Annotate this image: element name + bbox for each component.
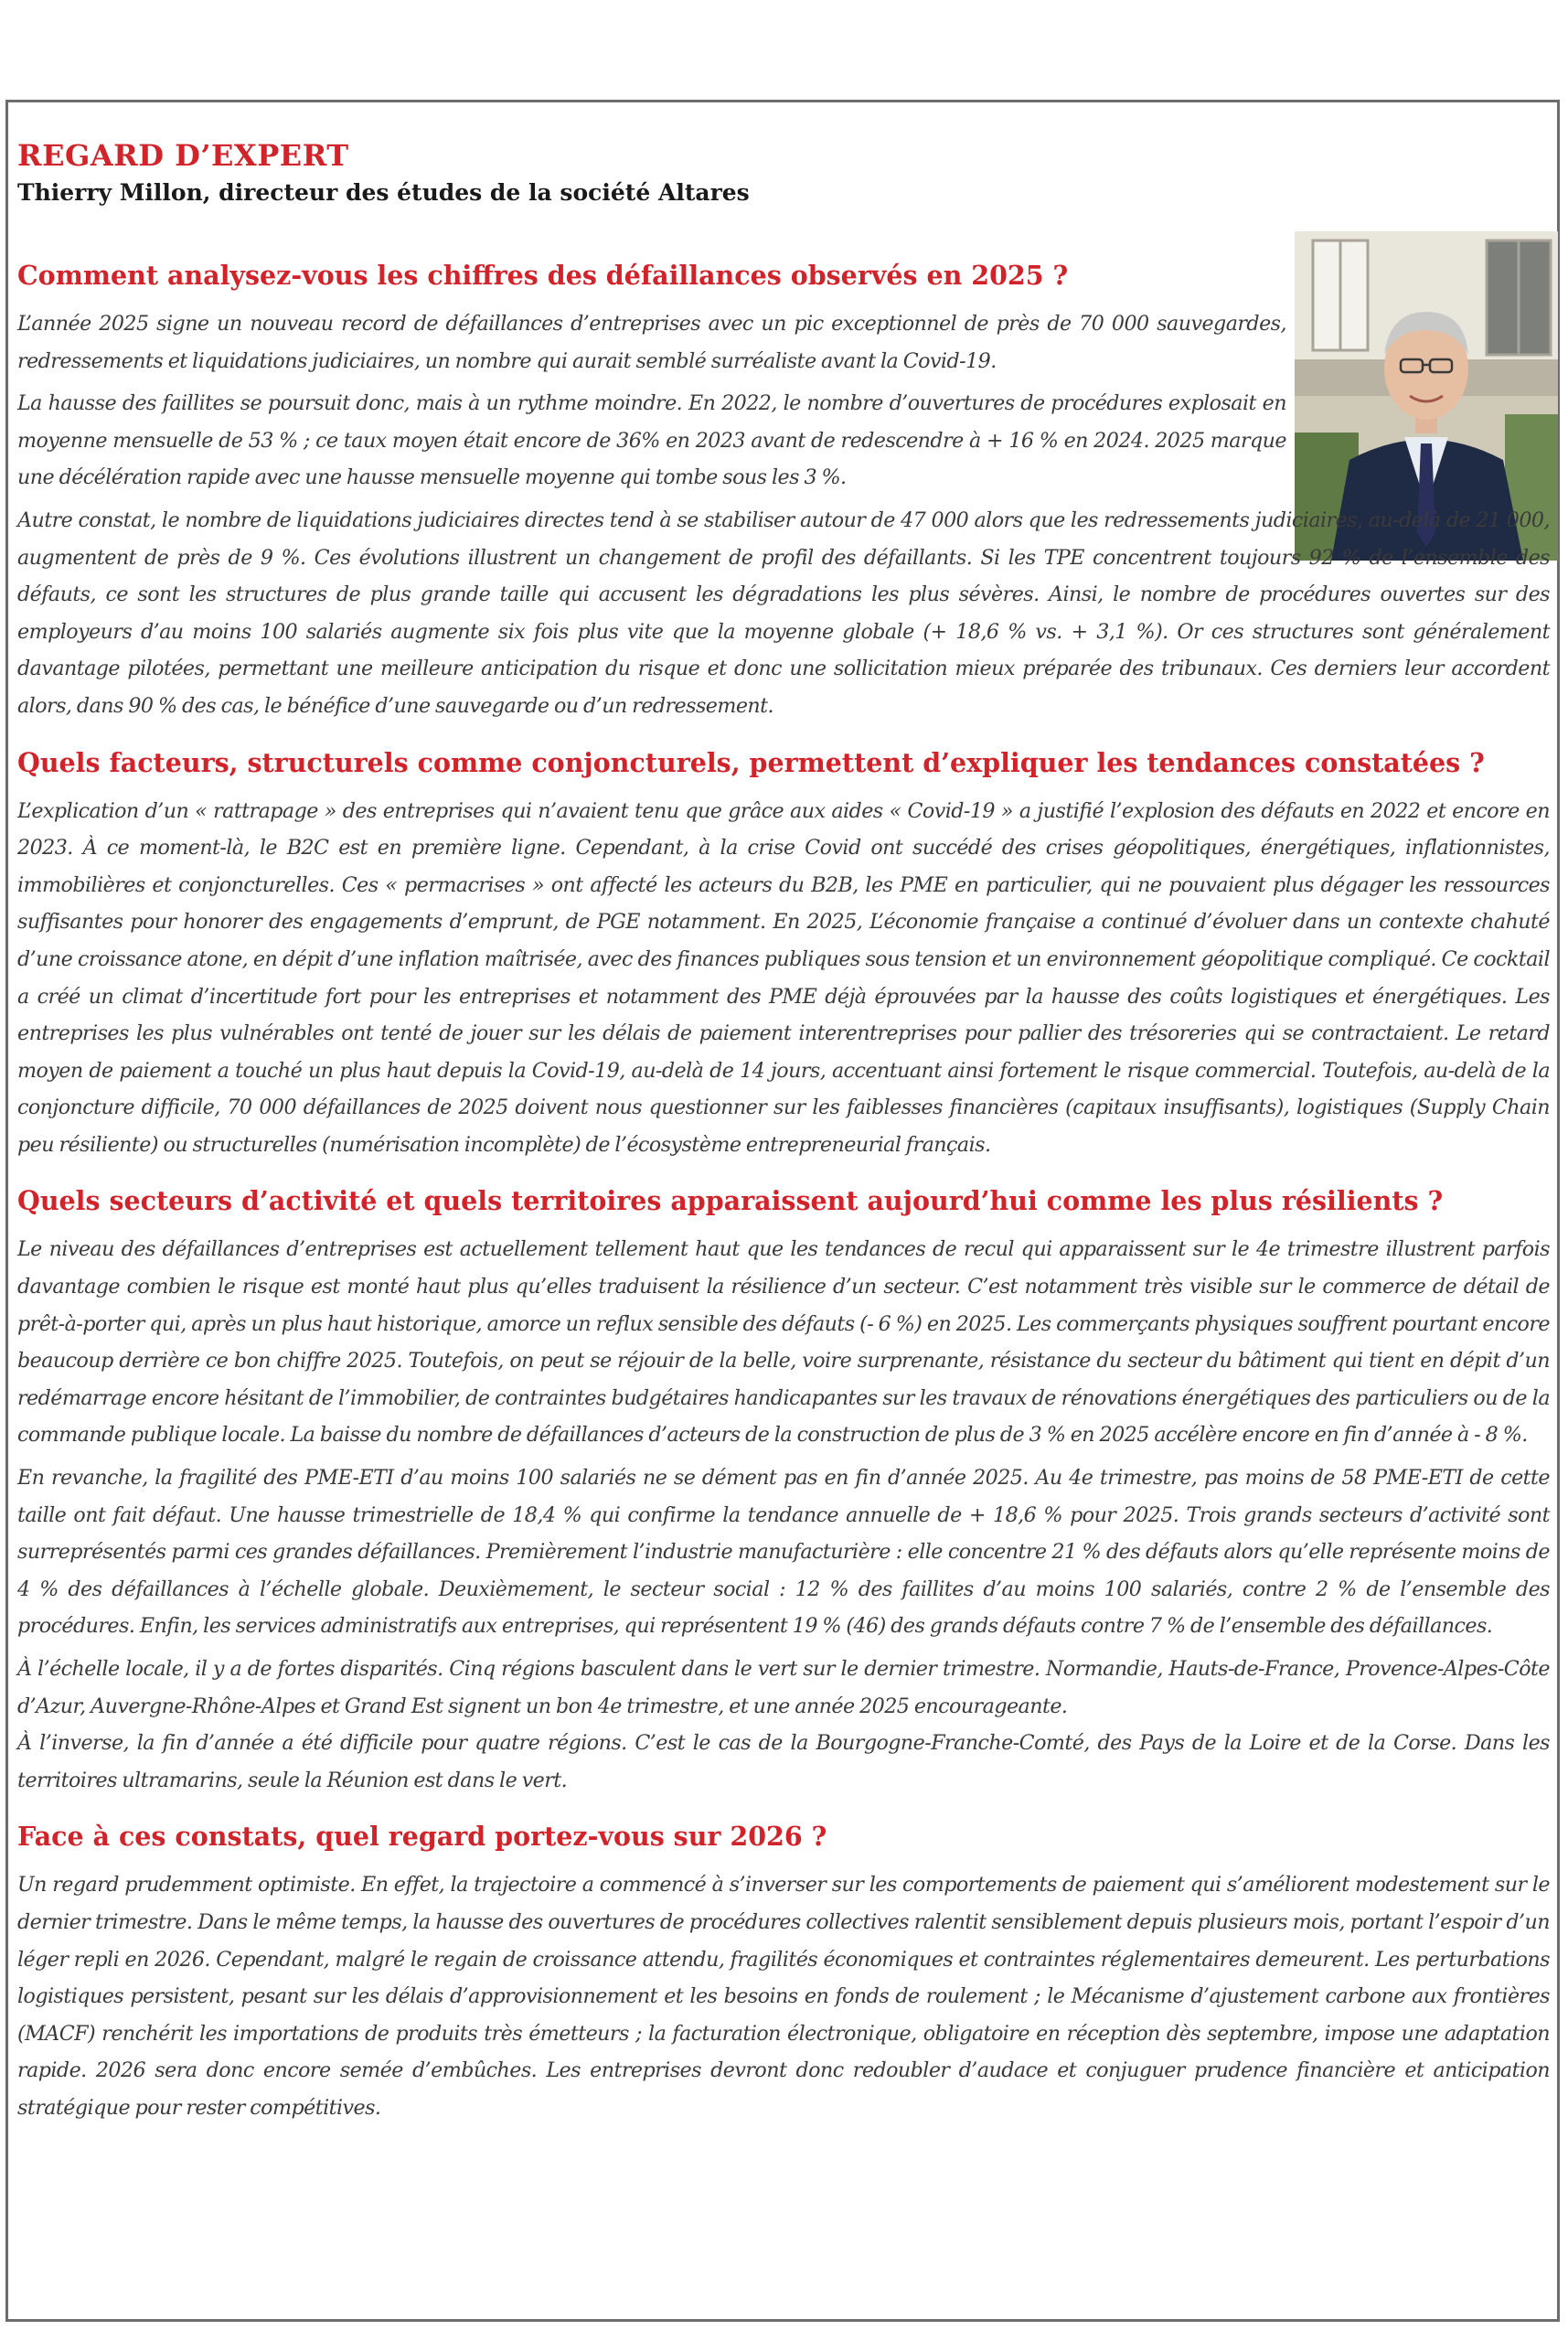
answer-paragraph: À l’inverse, la fin d’année a été difficile pour quatre régions. C’est le cas de la Bourgogne-Franche-Comté, des Pays de la Loire et de la Corse. Dans les territoires ultramarins, seule la Réunion est dans le vert.	[17, 1731, 1550, 1792]
answer-paragraph: Le niveau des défaillances d’entreprises est actuellement tellement haut que les tendances de recul qui apparaissent sur le 4e trimestre illustrent parfois davantage combien le risque est monté haut plus qu’elles traduisent la résilience d’un secteur. C’est notamment très visible sur le commerce de détail de prêt-à-porter qui, après un plus haut historique, amorce un reflux sensible des défauts (- 6 %) en 2025. Les commerçants physiques souffrent pourtant encore beaucoup derrière ce bon chiffre 2025. Toutefois, on peut se réjouir de la belle, voire surprenante, résistance du secteur du bâtiment qui tient en dépit d’un redémarrage encore hésitant de l’immobilier, de contraintes budgétaires handicapantes sur les travaux de rénovations énergétiques des particuliers ou de la commande publique locale. La baisse du nombre de défaillances d’acteurs de la construction de plus de 3 % en 2025 accélère encore en fin d’année à - 8 %.	[17, 1237, 1550, 1448]
answer-paragraph: Un regard prudemment optimiste. En effet, la trajectoire a commencé à s’inverser sur les comportements de paiement qui s’améliorent modestement sur le dernier trimestre. Dans le même temps, la hausse des ouvertures de procédures collectives ralentit sensiblement depuis plusieurs mois, portant l’espoir d’un léger repli en 2026. Cependant, malgré le regain de croissance attendu, fragilités économiques et contraintes réglementaires demeurent. Les perturbations logistiques persistent, pesant sur les délais d’approvisionnement et les besoins en fonds de roulement ; le Mécanisme d’ajustement carbone aux frontières (MACF) renchérit les importations de produits très émetteurs ; la facturation électronique, obligatoire en réception dès septembre, impose une adaptation rapide. 2026 sera donc encore semée d’embûches. Les entreprises devront donc redoubler d’audace et conjuguer prudence financière et anticipation stratégique pour rester compétitives.	[17, 1873, 1550, 2120]
section-kicker: REGARD D’EXPERT	[17, 138, 349, 173]
question-heading: Face à ces constats, quel regard portez-vous sur 2026 ?	[17, 1821, 827, 1853]
answer-paragraph: L’année 2025 signe un nouveau record de défaillances d’entreprises avec un pic exceptionnel de près de 70 000 sauvegardes, redressements et liquidations judiciaires, un nombre qui aurait semblé surréaliste avant la Covid-19.	[17, 312, 1286, 373]
author-byline: Thierry Millon, directeur des études de la société Altares	[17, 179, 750, 206]
answer-paragraph: Autre constat, le nombre de liquidations judiciaires directes tend à se stabiliser autour de 47 000 alors que les redressements judiciaires, au-delà de 21 000, augmentent de près de 9 %. Ces évolutions illustrent un changement de profil des défaillants. Si les TPE concentrent toujours 92 % de l’ensemble des défauts, ce sont les structures de plus grande taille qui accusent les dégradations les plus sévères. Ainsi, le nombre de procédures ouvertes sur des employeurs d’au moins 100 salariés augmente six fois plus vite que la moyenne globale (+ 18,6 % vs. + 3,1 %). Or ces structures sont généralement davantage pilotées, permettant une meilleure anticipation du risque et donc une sollicitation mieux préparée des tribunaux. Ces derniers leur accordent alors, dans 90 % des cas, le bénéfice d’une sauvegarde ou d’un redressement.	[17, 508, 1550, 718]
answer-paragraph: L’explication d’un « rattrapage » des entreprises qui n’avaient tenu que grâce aux aides « Covid-19 » a justifié l’explosion des défauts en 2022 et encore en 2023. À ce moment-là, le B2C est en première ligne. Cependant, à la crise Covid ont succédé des crises géopolitiques, énergétiques, inflationnistes, immobilières et conjoncturelles. Ces « permacrises » ont affecté les acteurs du B2B, les PME en particulier, qui ne pouvaient plus dégager les ressources suffisantes pour honorer des engagements d’emprunt, de PGE notamment. En 2025, L’économie française a continué d’évoluer dans un contexte chahuté d’une croissance atone, en dépit d’une inflation maîtrisée, avec des finances publiques sous tension et un environnement géopolitique compliqué. Ce cocktail a créé un climat d’incertitude fort pour les entreprises et notamment des PME déjà éprouvées par la hausse des coûts logistiques et énergétiques. Les entreprises les plus vulnérables ont tenté de jouer sur les délais de paiement interentreprises pour pallier des trésoreries qui se contractaient. Le retard moyen de paiement a touché un plus haut depuis la Covid-19, au-delà de 14 jours, accentuant ainsi fortement le risque commercial. Toutefois, au-delà de la conjoncture difficile, 70 000 défaillances de 2025 doivent nous questionner sur les faiblesses financières (capitaux insuffisants), logistiques (Supply Chain peu résiliente) ou structurelles (numérisation incomplète) de l’écosystème entrepreneurial français.	[17, 798, 1550, 1157]
article-frame	[5, 100, 1560, 2322]
answer-paragraph: La hausse des faillites se poursuit donc, mais à un rythme moindre. En 2022, le nombre d’ouvertures de procédures explosait en moyenne mensuelle de 53 % ; ce taux moyen était encore de 36% en 2023 avant de redescendre à + 16 % en 2024. 2025 marque une décélération rapide avec une hausse mensuelle moyenne qui tombe sous les 3 %.	[17, 391, 1286, 490]
answer-paragraph: À l’échelle locale, il y a de fortes disparités. Cinq régions basculent dans le vert sur le dernier trimestre. Normandie, Hauts-de-France, Provence-Alpes-Côte d’Azur, Auvergne-Rhône-Alpes et Grand Est signent un bon 4e trimestre, et une année 2025 encourageante.	[17, 1657, 1550, 1718]
article-body	[17, 137, 1550, 2127]
question-heading: Comment analysez-vous les chiffres des défaillances observés en 2025 ?	[17, 260, 1069, 291]
answer-paragraph: En revanche, la fragilité des PME-ETI d’au moins 100 salariés ne se dément pas en fin d’année 2025. Au 4e trimestre, pas moins de 58 PME-ETI de cette taille ont fait défaut. Une hausse trimestrielle de 18,4 % qui confirme la tendance annuelle de + 18,6 % pour 2025. Trois grands secteurs d’activité sont surreprésentés parmi ces grandes défaillances. Premièrement l’industrie manufacturière : elle concentre 21 % des défauts alors qu’elle représente moins de 4 % des défaillances à l’échelle globale. Deuxièmement, le secteur social : 12 % des faillites d’au moins 100 salariés, contre 2 % de l’ensemble des procédures. Enfin, les services administratifs aux entreprises, qui représentent 19 % (46) des grands défauts contre 7 % de l’ensemble des défaillances.	[17, 1466, 1550, 1639]
question-heading: Quels facteurs, structurels comme conjoncturels, permettent d’expliquer les tendances constatées ?	[17, 746, 1485, 778]
question-heading: Quels secteurs d’activité et quels territoires apparaissent aujourd’hui comme les plus résilients ?	[17, 1185, 1444, 1217]
